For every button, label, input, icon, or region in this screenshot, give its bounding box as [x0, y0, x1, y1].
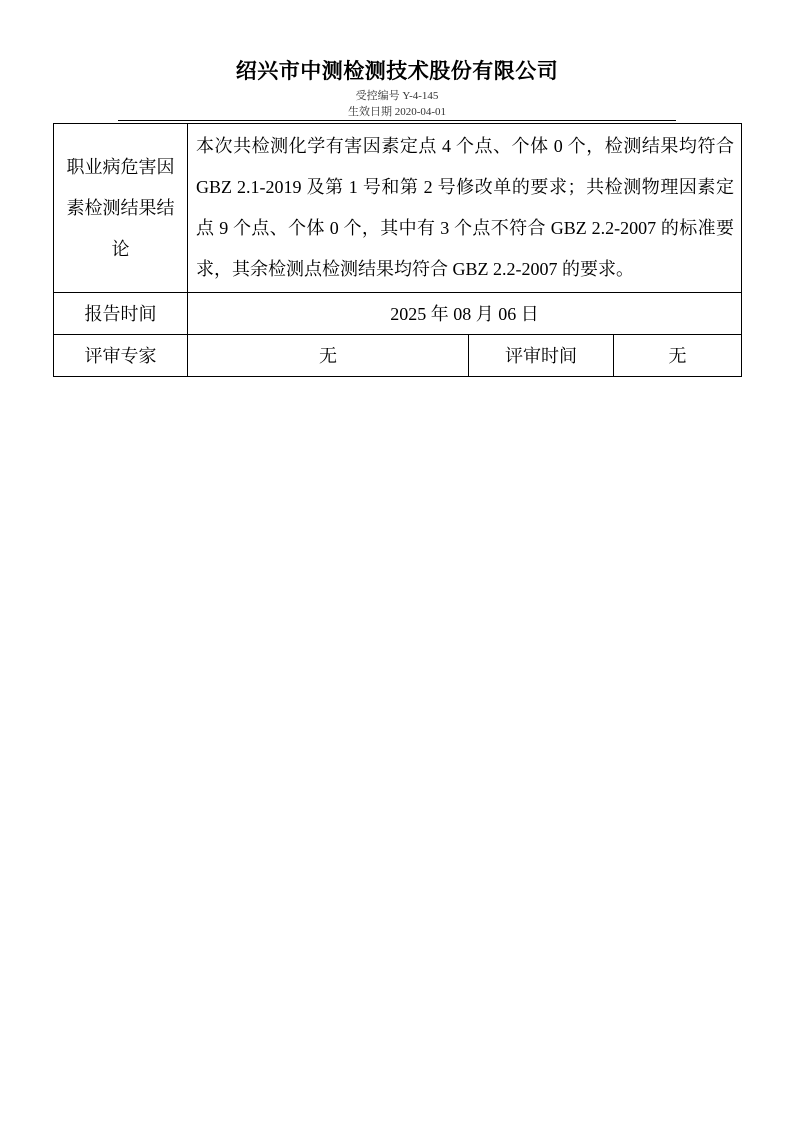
reviewer-label: 评审专家 — [54, 335, 188, 377]
reviewer-value: 无 — [188, 335, 469, 377]
table-row-review — [54, 335, 742, 377]
control-number: 受控编号 Y-4-145 — [355, 90, 439, 102]
conclusion-label: 职业病危害因素检测结果结论 — [54, 124, 188, 293]
header-divider — [118, 120, 676, 121]
report-time-value: 2025 年 08 月 06 日 — [188, 293, 742, 335]
table-row-report-time — [54, 293, 742, 335]
report-time-label: 报告时间 — [54, 293, 188, 335]
effective-date: 生效日期 2020-04-01 — [347, 106, 447, 118]
report-table — [53, 123, 742, 377]
table-row-conclusion — [54, 124, 742, 293]
company-title: 绍兴市中测检测技术股份有限公司 — [235, 59, 559, 83]
review-time-label: 评审时间 — [469, 335, 614, 377]
conclusion-text: 本次共检测化学有害因素定点 4 个点、个体 0 个，检测结果均符合 GBZ 2.1-2019 及第 1 号和第 2 号修改单的要求；共检测物理因素定点 9 个点、个体 0 个，其中有 3 个点不符合 GBZ 2.2-2007 的标准要求，其余检测点检测结果均符合 GBZ 2.2-2007 的要求。 — [188, 124, 742, 293]
review-time-value: 无 — [614, 335, 742, 377]
